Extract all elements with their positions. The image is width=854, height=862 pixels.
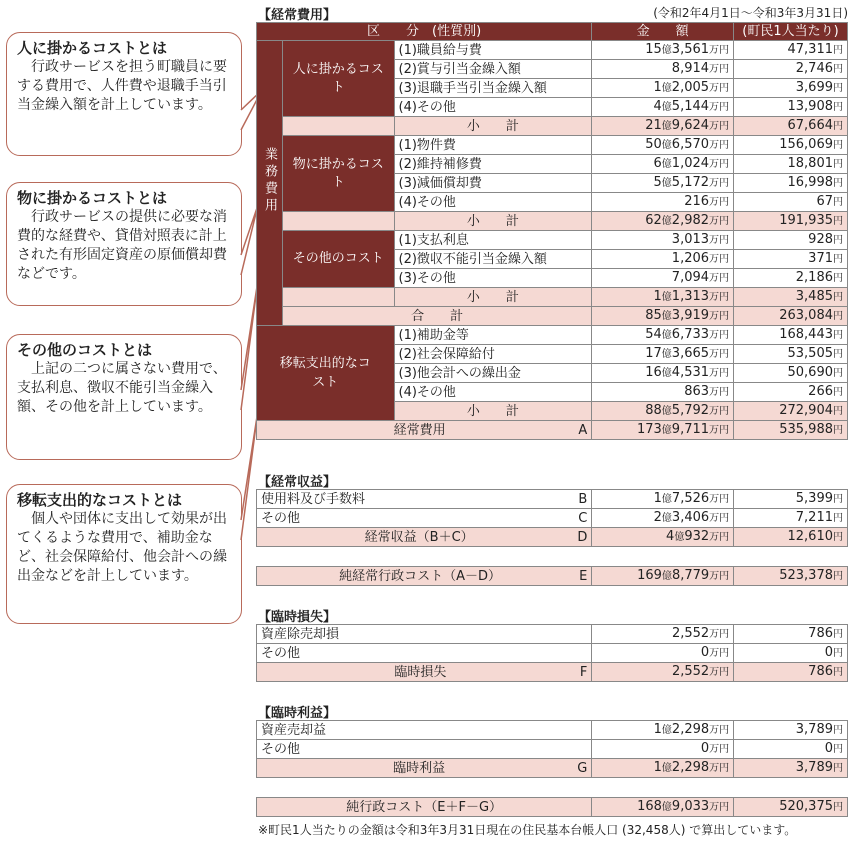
amount-cell: 169億8,779万円 [592, 567, 734, 586]
row-label [257, 721, 592, 740]
group-label: その他のコスト [283, 231, 395, 288]
unit-oku: 億 [661, 292, 672, 303]
label-text: その他 [261, 741, 301, 757]
row-label [257, 528, 592, 547]
subtotal-row [257, 117, 848, 136]
label-wrap [399, 289, 588, 306]
total-row [257, 798, 848, 817]
amount-cell: 0万円 [592, 740, 734, 759]
unit-man-yen: 万円 [709, 83, 730, 94]
unit-yen: 円 [833, 425, 843, 436]
label-letter: B [578, 491, 588, 507]
unit-yen: 円 [833, 330, 843, 341]
table-row [257, 721, 848, 740]
per-capita-cell: 263,084円 [734, 307, 848, 326]
callout-other-cost [6, 334, 242, 460]
amount-cell: 16億4,531万円 [592, 364, 734, 383]
unit-yen: 円 [833, 406, 843, 417]
label-wrap [261, 741, 587, 758]
unit-oku: 億 [661, 513, 672, 524]
label-text: 経常収益（B＋C） [364, 529, 474, 545]
row-label [257, 625, 592, 644]
amount-cell: 3,013万円 [592, 231, 734, 250]
item-name: (2)社会保障給付 [394, 345, 592, 364]
per-capita-cell: 2,746円 [734, 60, 848, 79]
unit-yen: 円 [833, 744, 843, 755]
per-capita-cell: 7,211円 [734, 509, 848, 528]
expenses-total-row [257, 421, 848, 440]
gyomu-label: 業務費用 [262, 146, 277, 215]
row-label [257, 740, 592, 759]
unit-man-yen: 万円 [709, 330, 730, 341]
extra-loss-table [256, 624, 848, 682]
per-capita-cell: 272,904円 [734, 402, 848, 421]
section-title-revenue: 【経常収益】 [258, 475, 337, 490]
unit-man-yen: 万円 [709, 425, 730, 436]
per-capita-cell: 520,375円 [734, 798, 848, 817]
label-wrap [287, 308, 587, 325]
label-wrap [399, 118, 588, 135]
amount-cell: 50億6,570万円 [592, 136, 734, 155]
per-capita-cell: 16,998円 [734, 174, 848, 193]
unit-yen: 円 [833, 494, 843, 505]
unit-man-yen: 万円 [709, 725, 730, 736]
table-row [257, 41, 848, 60]
unit-yen: 円 [833, 216, 843, 227]
unit-man-yen: 万円 [709, 571, 730, 582]
unit-yen: 円 [833, 648, 843, 659]
unit-yen: 円 [833, 121, 843, 132]
group-label: 物に掛かるコスト [283, 136, 395, 212]
unit-yen: 円 [833, 311, 843, 322]
unit-yen: 円 [833, 629, 843, 640]
per-capita-cell: 12,610円 [734, 528, 848, 547]
per-capita-cell: 3,789円 [734, 759, 848, 778]
unit-yen: 円 [833, 368, 843, 379]
net-ordinary-cost-table [256, 566, 848, 586]
amount-cell: 1億7,526万円 [592, 490, 734, 509]
amount-cell: 6億1,024万円 [592, 155, 734, 174]
per-capita-cell: 191,935円 [734, 212, 848, 231]
amount-cell: 2,552万円 [592, 625, 734, 644]
amount-cell: 0万円 [592, 644, 734, 663]
header-amount: 金 額 [592, 23, 734, 41]
unit-man-yen: 万円 [709, 197, 730, 208]
subtotal-spacer [283, 212, 395, 231]
unit-man-yen: 万円 [709, 629, 730, 640]
amount-cell: 1億2,005万円 [592, 79, 734, 98]
label-wrap [261, 722, 587, 739]
unit-oku: 億 [661, 763, 672, 774]
per-capita-cell: 371円 [734, 250, 848, 269]
table-row [257, 326, 848, 345]
section-title-extra-gain: 【臨時利益】 [258, 706, 337, 721]
unit-oku: 億 [661, 571, 672, 582]
unit-oku: 億 [661, 425, 672, 436]
table-row [257, 644, 848, 663]
table-header [257, 23, 848, 41]
amount-cell: 54億6,733万円 [592, 326, 734, 345]
footnote: ※町民1人当たりの金額は令和3年3月31日現在の住民基本台帳人口 (32,458人) で算出しています。 [258, 823, 797, 837]
unit-man-yen: 万円 [709, 216, 730, 227]
amount-cell: 17億3,665万円 [592, 345, 734, 364]
row-label [257, 663, 592, 682]
unit-oku: 億 [661, 368, 672, 379]
expenses-table [256, 22, 848, 440]
table-row [257, 740, 848, 759]
unit-man-yen: 万円 [709, 648, 730, 659]
subtotal-spacer [283, 288, 395, 307]
per-capita-cell: 0円 [734, 740, 848, 759]
unit-yen: 円 [833, 235, 843, 246]
item-name: (1)職員給与費 [394, 41, 592, 60]
label-text: 資産除売却損 [261, 626, 340, 642]
unit-man-yen: 万円 [709, 532, 730, 543]
label-text: 小 計 [466, 213, 519, 229]
callout-material-cost [6, 182, 242, 306]
total-row [257, 663, 848, 682]
item-name: (4)その他 [394, 383, 592, 402]
label-wrap [261, 491, 587, 508]
per-capita-cell: 53,505円 [734, 345, 848, 364]
unit-man-yen: 万円 [709, 349, 730, 360]
amount-cell: 5億5,172万円 [592, 174, 734, 193]
amount-cell: 62億2,982万円 [592, 212, 734, 231]
net-admin-cost-table [256, 797, 848, 817]
per-capita-cell: 266円 [734, 383, 848, 402]
subtotal-row [257, 288, 848, 307]
per-capita-cell: 50,690円 [734, 364, 848, 383]
total-row [257, 759, 848, 778]
item-name: (3)減価償却費 [394, 174, 592, 193]
gyomu-total-row [257, 307, 848, 326]
amount-cell: 216万円 [592, 193, 734, 212]
unit-yen: 円 [833, 725, 843, 736]
amount-cell: 1億1,313万円 [592, 288, 734, 307]
row-label [394, 402, 592, 421]
unit-man-yen: 万円 [709, 311, 730, 322]
unit-man-yen: 万円 [709, 387, 730, 398]
unit-oku: 億 [661, 216, 672, 227]
unit-yen: 円 [833, 159, 843, 170]
label-wrap [261, 626, 587, 643]
unit-man-yen: 万円 [709, 494, 730, 505]
label-text: 経常費用 [393, 422, 446, 438]
row-label [257, 421, 592, 440]
unit-oku: 億 [661, 102, 672, 113]
table-row [257, 136, 848, 155]
item-name: (1)支払利息 [394, 231, 592, 250]
amount-cell: 2,552万円 [592, 663, 734, 682]
section-title-extra-loss: 【臨時損失】 [258, 610, 337, 625]
item-name: (1)補助金等 [394, 326, 592, 345]
label-wrap [261, 645, 587, 662]
gyomu-label-cell [257, 41, 283, 326]
unit-oku: 億 [661, 406, 672, 417]
amount-cell: 4億932万円 [592, 528, 734, 547]
callout-body: 上記の二つに属さない費用で、支払利息、徴収不能引当金繰入額、その他を計上しています。 [17, 361, 227, 415]
label-text: その他 [261, 510, 301, 526]
unit-oku: 億 [661, 45, 672, 56]
per-capita-cell: 3,789円 [734, 721, 848, 740]
unit-yen: 円 [833, 254, 843, 265]
row-label [257, 509, 592, 528]
per-capita-cell: 13,908円 [734, 98, 848, 117]
callout-transfer-cost [6, 484, 242, 624]
amount-cell: 168億9,033万円 [592, 798, 734, 817]
row-label [394, 212, 592, 231]
item-name: (3)その他 [394, 269, 592, 288]
unit-man-yen: 万円 [709, 64, 730, 75]
unit-man-yen: 万円 [709, 292, 730, 303]
label-text: 合 計 [411, 308, 464, 324]
unit-man-yen: 万円 [709, 513, 730, 524]
amount-cell: 863万円 [592, 383, 734, 402]
per-capita-cell: 67,664円 [734, 117, 848, 136]
per-capita-cell: 168,443円 [734, 326, 848, 345]
callout-title: その他のコストとは [17, 341, 153, 359]
callout-body: 行政サービスを担う町職員に要する費用で、人件費や退職手当引当金繰入額を計上しています。 [17, 59, 227, 113]
group-label: 人に掛かるコスト [283, 41, 395, 117]
label-text: 臨時利益 [393, 760, 446, 776]
unit-yen: 円 [833, 292, 843, 303]
unit-oku: 億 [661, 494, 672, 505]
per-capita-cell: 3,699円 [734, 79, 848, 98]
label-text: 小 計 [466, 118, 519, 134]
amount-cell: 8,914万円 [592, 60, 734, 79]
unit-oku: 億 [661, 83, 672, 94]
extra-gain-table [256, 720, 848, 778]
revenue-table [256, 489, 848, 547]
label-wrap [261, 510, 587, 527]
per-capita-cell: 67円 [734, 193, 848, 212]
per-capita-cell: 156,069円 [734, 136, 848, 155]
unit-oku: 億 [661, 349, 672, 360]
unit-oku: 億 [674, 532, 685, 543]
subtotal-spacer [283, 117, 395, 136]
per-capita-cell: 5,399円 [734, 490, 848, 509]
label-wrap [261, 664, 587, 681]
label-text: 使用料及び手数料 [261, 491, 366, 507]
unit-yen: 円 [833, 571, 843, 582]
unit-man-yen: 万円 [709, 254, 730, 265]
amount-cell: 4億5,144万円 [592, 98, 734, 117]
callout-title: 人に掛かるコストとは [17, 39, 168, 57]
amount-cell: 173億9,711万円 [592, 421, 734, 440]
callout-body: 個人や団体に支出して効果が出てくるような費用で、補助金など、社会保障給付、他会計への繰出金などを計上しています。 [17, 511, 227, 584]
total-row [257, 528, 848, 547]
callout-body: 行政サービスの提供に必要な消費的な経費や、貸借対照表に計上された有形固定資産の原価償却費などです。 [17, 209, 227, 282]
unit-yen: 円 [833, 349, 843, 360]
fiscal-period: (令和2年4月1日～令和3年3月31日) [653, 6, 848, 20]
callout-title: 物に掛かるコストとは [17, 189, 168, 207]
unit-oku: 億 [661, 725, 672, 736]
row-label [257, 798, 592, 817]
unit-man-yen: 万円 [709, 744, 730, 755]
unit-yen: 円 [833, 102, 843, 113]
amount-cell: 1,206万円 [592, 250, 734, 269]
item-name: (1)物件費 [394, 136, 592, 155]
row-label [257, 644, 592, 663]
unit-yen: 円 [833, 83, 843, 94]
unit-man-yen: 万円 [709, 159, 730, 170]
label-wrap [261, 760, 587, 777]
header-category: 区 分 (性質別) [257, 23, 592, 41]
per-capita-cell: 786円 [734, 663, 848, 682]
per-capita-cell: 3,485円 [734, 288, 848, 307]
label-letter: A [578, 422, 588, 438]
transfer-label: 移転支出的なコスト [257, 326, 395, 421]
per-capita-cell: 928円 [734, 231, 848, 250]
amount-cell: 21億9,624万円 [592, 117, 734, 136]
callout-title: 移転支出的なコストとは [17, 491, 183, 509]
amount-cell: 88億5,792万円 [592, 402, 734, 421]
subtotal-row [257, 212, 848, 231]
unit-man-yen: 万円 [709, 235, 730, 246]
unit-man-yen: 万円 [709, 368, 730, 379]
unit-oku: 億 [661, 802, 672, 813]
item-name: (4)その他 [394, 98, 592, 117]
per-capita-cell: 18,801円 [734, 155, 848, 174]
section-title-expenses: 【経常費用】 [258, 8, 337, 23]
row-label [394, 288, 592, 307]
label-text: 純行政コスト（E＋F－G） [346, 799, 503, 815]
label-letter: F [579, 664, 588, 680]
unit-oku: 億 [661, 178, 672, 189]
label-text: 資産売却益 [261, 722, 327, 738]
unit-yen: 円 [833, 197, 843, 208]
table-row [257, 490, 848, 509]
table-row [257, 625, 848, 644]
unit-yen: 円 [833, 513, 843, 524]
label-wrap [399, 403, 588, 420]
row-label [394, 117, 592, 136]
unit-yen: 円 [833, 273, 843, 284]
label-letter: E [579, 568, 588, 584]
label-wrap [399, 213, 588, 230]
unit-yen: 円 [833, 532, 843, 543]
label-wrap [261, 568, 587, 585]
label-text: その他 [261, 645, 301, 661]
unit-man-yen: 万円 [709, 763, 730, 774]
unit-yen: 円 [833, 387, 843, 398]
per-capita-cell: 535,988円 [734, 421, 848, 440]
label-text: 小 計 [466, 403, 519, 419]
label-wrap [261, 422, 587, 439]
unit-man-yen: 万円 [709, 45, 730, 56]
per-capita-cell: 523,378円 [734, 567, 848, 586]
item-name: (2)賞与引当金繰入額 [394, 60, 592, 79]
per-capita-cell: 47,311円 [734, 41, 848, 60]
row-label [283, 307, 592, 326]
unit-oku: 億 [661, 159, 672, 170]
item-name: (2)維持補修費 [394, 155, 592, 174]
unit-man-yen: 万円 [709, 102, 730, 113]
label-text: 小 計 [466, 289, 519, 305]
unit-yen: 円 [833, 763, 843, 774]
unit-man-yen: 万円 [709, 273, 730, 284]
callout-people-cost [6, 32, 242, 156]
amount-cell: 2億3,406万円 [592, 509, 734, 528]
per-capita-cell: 0円 [734, 644, 848, 663]
amount-cell: 7,094万円 [592, 269, 734, 288]
row-label [257, 759, 592, 778]
label-wrap [261, 799, 587, 816]
unit-yen: 円 [833, 45, 843, 56]
unit-man-yen: 万円 [709, 802, 730, 813]
label-text: 純経常行政コスト（A－D） [339, 568, 502, 584]
amount-cell: 15億3,561万円 [592, 41, 734, 60]
table-row [257, 231, 848, 250]
unit-yen: 円 [833, 140, 843, 151]
amount-cell: 85億3,919万円 [592, 307, 734, 326]
row-label [257, 490, 592, 509]
per-capita-cell: 2,186円 [734, 269, 848, 288]
unit-yen: 円 [833, 178, 843, 189]
item-name: (3)退職手当引当金繰入額 [394, 79, 592, 98]
unit-man-yen: 万円 [709, 121, 730, 132]
table-row [257, 509, 848, 528]
label-letter: D [577, 529, 588, 545]
label-letter: C [578, 510, 588, 526]
label-letter: G [577, 760, 588, 776]
unit-oku: 億 [661, 140, 672, 151]
unit-oku: 億 [661, 330, 672, 341]
unit-yen: 円 [833, 802, 843, 813]
per-capita-cell: 786円 [734, 625, 848, 644]
unit-yen: 円 [833, 64, 843, 75]
amount-cell: 1億2,298万円 [592, 759, 734, 778]
item-name: (3)他会計への繰出金 [394, 364, 592, 383]
unit-man-yen: 万円 [709, 178, 730, 189]
item-name: (4)その他 [394, 193, 592, 212]
unit-man-yen: 万円 [709, 140, 730, 151]
unit-oku: 億 [661, 121, 672, 132]
amount-cell: 1億2,298万円 [592, 721, 734, 740]
label-text: 臨時損失 [394, 664, 447, 680]
label-wrap [261, 529, 587, 546]
row-label [257, 567, 592, 586]
header-per-capita: (町民1人当たり) [734, 23, 848, 41]
unit-man-yen: 万円 [709, 406, 730, 417]
unit-man-yen: 万円 [709, 667, 730, 678]
total-row [257, 567, 848, 586]
unit-yen: 円 [833, 667, 843, 678]
item-name: (2)徴収不能引当金繰入額 [394, 250, 592, 269]
unit-oku: 億 [661, 311, 672, 322]
